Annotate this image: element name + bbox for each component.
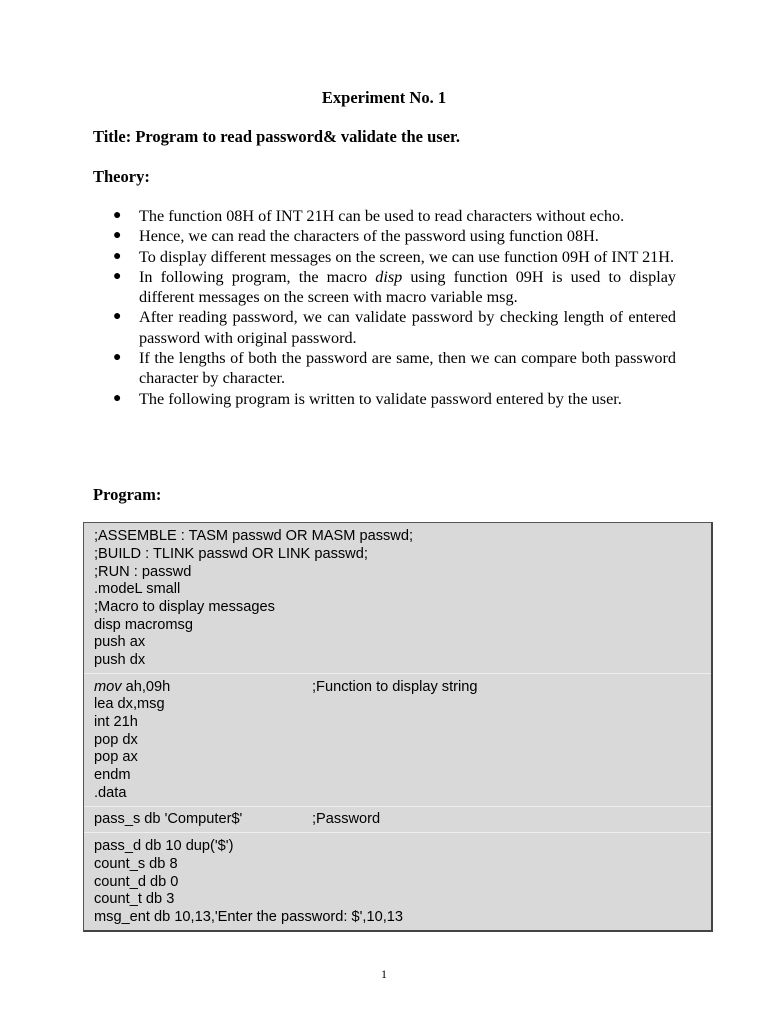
list-item-text-pre: In following program, the macro [139, 267, 376, 286]
list-item [113, 348, 676, 389]
code-line: disp macromsg [94, 617, 193, 633]
code-line: push dx [94, 652, 146, 668]
code-line: int 21h [94, 714, 138, 730]
theory-heading: Theory: [93, 167, 150, 186]
code-line: pass_d db 10 dup('$') [94, 838, 234, 854]
code-line: lea dx,msg [94, 696, 165, 712]
code-text: pass_s db 'Computer$' [94, 811, 243, 827]
macro-name: disp [375, 267, 403, 286]
code-keyword: mov [94, 679, 122, 695]
list-item [113, 247, 676, 267]
code-separator [84, 832, 711, 833]
list-item-text: If the lengths of both the password are same, then we can compare both password character by character. [139, 349, 676, 388]
code-line: pop dx [94, 732, 138, 748]
code-line: msg_ent db 10,13,'Enter the password: $',10,13 [94, 909, 403, 925]
code-line: ;BUILD : TLINK passwd OR LINK passwd; [94, 546, 368, 562]
list-item [113, 206, 676, 226]
page-number: 1 [381, 967, 387, 981]
list-item [113, 267, 676, 308]
program-heading: Program: [93, 485, 162, 504]
list-item-text: The following program is written to validate password entered by the user. [139, 389, 622, 408]
bullet-icon: ● [113, 208, 122, 223]
code-line: count_s db 8 [94, 856, 178, 872]
code-text: ah,09h [121, 679, 171, 695]
list-item-text-post: using function 09H is used to display different messages on the screen with macro variable msg. [139, 267, 676, 307]
document-title: Title: Program to read password& validate the user. [93, 127, 460, 146]
list-item-text: After reading password, we can validate password by checking length of entered password with original password. [139, 308, 676, 347]
code-block [83, 522, 713, 932]
code-line [94, 679, 478, 695]
list-item [113, 226, 676, 246]
experiment-heading: Experiment No. 1 [321, 88, 447, 107]
list-item-text: Hence, we can read the characters of the password using function 08H. [139, 227, 599, 246]
list-item-text: The function 08H of INT 21H can be used to read characters without echo. [139, 207, 625, 225]
bullet-icon: ● [113, 248, 122, 264]
code-separator [84, 806, 711, 807]
list-item-text: To display different messages on the screen, we can use function 09H of INT 21H. [139, 247, 675, 266]
code-line: .data [94, 785, 127, 801]
code-line [94, 811, 381, 827]
code-line: ;RUN : passwd [94, 564, 192, 580]
code-comment: ;Function to display string [312, 679, 478, 695]
code-line: endm [94, 767, 131, 783]
code-separator [84, 673, 711, 674]
theory-list [113, 206, 676, 409]
list-item [113, 389, 676, 409]
code-line: .modeL small [94, 581, 181, 597]
bullet-icon: ● [113, 390, 122, 406]
code-line: count_d db 0 [94, 874, 179, 890]
bullet-icon: ● [113, 350, 122, 366]
bullet-icon: ● [113, 268, 122, 284]
code-line: push ax [94, 634, 146, 650]
list-item [113, 307, 676, 348]
bullet-icon: ● [113, 228, 122, 244]
code-line: count_t db 3 [94, 891, 175, 907]
code-line: ;ASSEMBLE : TASM passwd OR MASM passwd; [94, 528, 413, 544]
code-line: ;Macro to display messages [94, 599, 275, 615]
code-comment: ;Password [312, 811, 381, 827]
bullet-icon: ● [113, 309, 122, 325]
code-line: pop ax [94, 749, 138, 765]
